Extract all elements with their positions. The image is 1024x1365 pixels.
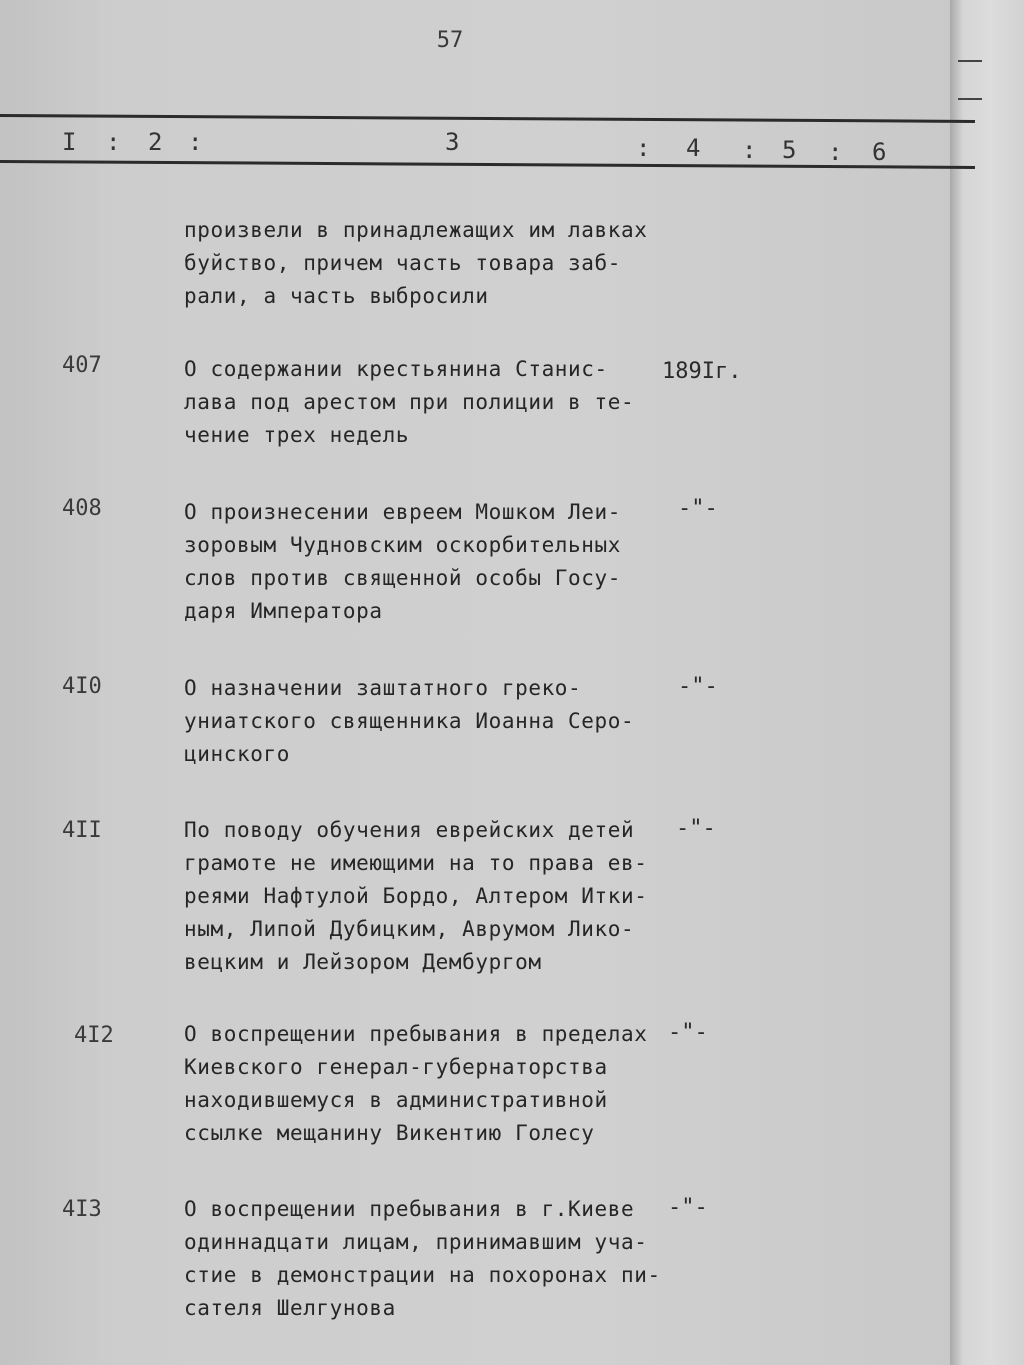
- text-line: О воспрещении пребывания в пределах: [184, 1022, 648, 1046]
- entry-date: -"-: [676, 816, 716, 841]
- entry-number: 4I3: [62, 1197, 102, 1222]
- entry-title: [184, 672, 674, 771]
- text-line: ссылке мещанину Викентию Голесу: [184, 1121, 595, 1145]
- column-header-4: 4: [686, 134, 701, 162]
- column-header-1: I: [62, 128, 77, 156]
- entry-number: 4I2: [74, 1023, 114, 1048]
- entry-date: -"-: [678, 674, 718, 699]
- text-line: сателя Шелгунова: [184, 1296, 396, 1320]
- entry-number: 408: [62, 496, 102, 521]
- text-line: реями Нафтулой Бордо, Алтером Итки-: [184, 884, 648, 908]
- column-header-5: 5: [782, 136, 797, 164]
- text-line: находившемуся в административной: [184, 1088, 608, 1112]
- text-line: зоровым Чудновским оскорбительных: [184, 533, 622, 557]
- continuation-text: [184, 214, 674, 313]
- text-line: слов против священной особы Госу-: [184, 566, 622, 590]
- text-line: О содержании крестьянина Станис-: [184, 357, 608, 381]
- entry-number: 4I0: [62, 674, 102, 699]
- binding-mark: [958, 98, 982, 100]
- entry-title: [184, 353, 674, 452]
- binding-mark: [958, 60, 982, 62]
- text-line: лава под арестом при полиции в те-: [184, 390, 635, 414]
- entry-date: 189Iг.: [662, 359, 742, 384]
- column-header-3: 3: [445, 128, 460, 156]
- column-separator: :: [188, 128, 203, 156]
- entry-number: 4II: [62, 818, 102, 843]
- binding-edge: [950, 0, 1024, 1365]
- text-line: цинского: [184, 742, 290, 766]
- column-header-2: 2: [148, 128, 163, 156]
- text-line: буйство, причем часть товара заб-: [184, 251, 622, 275]
- entry-date: -"-: [668, 1195, 708, 1220]
- text-line: ным, Липой Дубицким, Аврумом Лико-: [184, 917, 635, 941]
- text-line: даря Императора: [184, 599, 383, 623]
- text-line: одиннадцати лицам, принимавшим уча-: [184, 1230, 648, 1254]
- text-line: грамоте не имеющими на то права ев-: [184, 851, 648, 875]
- text-line: О произнесении евреем Мошком Леи-: [184, 500, 622, 524]
- entry-date: -"-: [668, 1020, 708, 1045]
- text-line: вецким и Лейзором Дембургом: [184, 950, 542, 974]
- column-separator: :: [636, 134, 651, 162]
- entry-date: -"-: [678, 496, 718, 521]
- text-line: Киевского генерал-губернаторства: [184, 1055, 608, 1079]
- text-line: рали, а часть выбросили: [184, 284, 489, 308]
- text-line: униатского священника Иоанна Серо-: [184, 709, 635, 733]
- text-line: По поводу обучения еврейских детей: [184, 818, 635, 842]
- text-line: произвели в принадлежащих им лавках: [184, 218, 648, 242]
- text-line: чение трех недель: [184, 423, 410, 447]
- text-line: стие в демонстрации на похоронах пи-: [184, 1263, 661, 1287]
- text-line: О воспрещении пребывания в г.Киеве: [184, 1197, 635, 1221]
- entry-title: [184, 1018, 674, 1150]
- column-separator: :: [106, 128, 121, 156]
- entry-number: 407: [62, 353, 102, 378]
- entry-title: [184, 1193, 674, 1325]
- page-number: 57: [436, 28, 464, 53]
- entry-title: [184, 814, 674, 979]
- column-separator: :: [828, 138, 843, 166]
- text-line: О назначении заштатного греко-: [184, 676, 582, 700]
- column-header-6: 6: [872, 138, 887, 166]
- column-separator: :: [742, 136, 757, 164]
- entry-title: [184, 496, 674, 628]
